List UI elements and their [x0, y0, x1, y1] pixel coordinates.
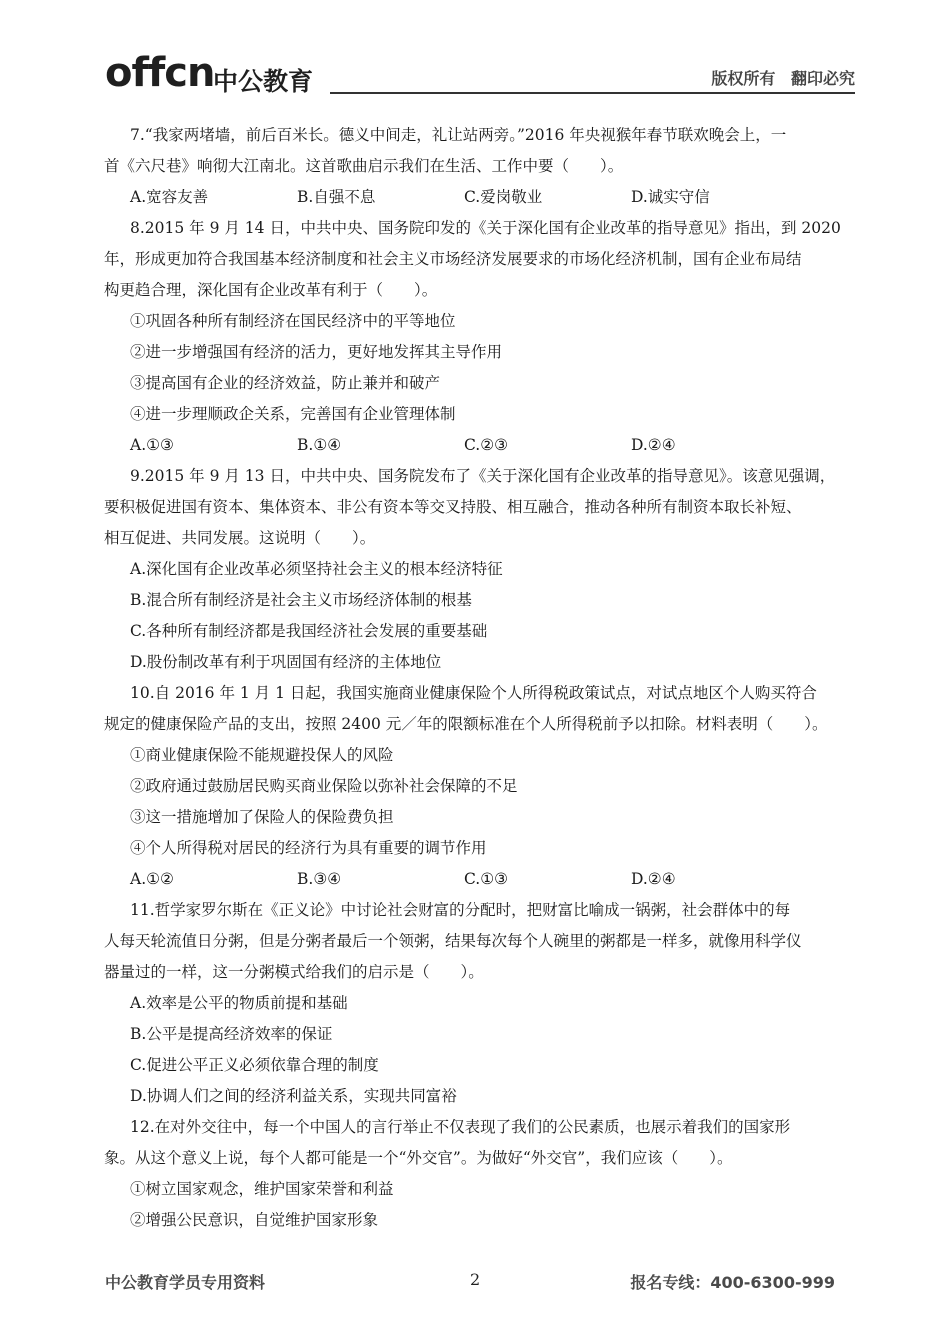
offcn-logo [105, 42, 325, 96]
q8-item: ④进一步理顺政企关系，完善国有企业管理体制 [130, 405, 456, 423]
logo-en: offcn [105, 50, 215, 96]
option: D.②④ [631, 436, 676, 454]
option: A.①③ [130, 436, 174, 454]
option: D.②④ [631, 870, 676, 888]
option: C.②③ [464, 436, 509, 454]
q9-option: C.各种所有制经济都是我国经济社会发展的重要基础 [130, 622, 488, 640]
q8-item: ①巩固各种所有制经济在国民经济中的平等地位 [130, 312, 456, 330]
q9-option: B.混合所有制经济是社会主义市场经济体制的根基 [130, 591, 472, 609]
q8-item: ②进一步增强国有经济的活力，更好地发挥其主导作用 [130, 343, 503, 361]
q8-stem-line-1: 8.2015 年 9 月 14 日，中共中央、国务院印发的《关于深化国有企业改革的指导意见》指出，到 2020 [130, 219, 841, 237]
q10-item: ③这一措施增加了保险人的保险费负担 [130, 808, 394, 826]
q11-stem-line-2: 人每天轮流值日分粥，但是分粥者最后一个领粥，结果每次每个人碗里的粥都是一样多，就像用科学仪 [104, 932, 802, 950]
q8-stem-line-3: 构更趋合理，深化国有企业改革有利于（ ）。 [104, 281, 438, 299]
q9-stem-line-2: 要积极促进国有资本、集体资本、非公有资本等交叉持股、相互融合，推动各种所有制资本取长补短、 [104, 498, 802, 516]
q12-stem-line-2: 象。从这个意义上说，每个人都可能是一个“外交官”。为做好“外交官”，我们应该（ ）。 [104, 1149, 733, 1167]
page-footer [105, 1270, 850, 1294]
option: B.③④ [297, 870, 342, 888]
q10-stem-line-1: 10.自 2016 年 1 月 1 日起，我国实施商业健康保险个人所得税政策试点，对试点地区个人购买符合 [130, 684, 817, 702]
q9-option: A.深化国有企业改革必须坚持社会主义的根本经济特征 [130, 560, 503, 578]
option: B.自强不息 [297, 188, 376, 206]
page-number: 2 [470, 1270, 481, 1289]
q7-stem-line-2: 首《六尺巷》响彻大江南北。这首歌曲启示我们在生活、工作中要（ ）。 [104, 157, 624, 175]
q11-option: A.效率是公平的物质前提和基础 [130, 994, 348, 1012]
copyright-notice: 版权所有 翻印必究 [711, 69, 855, 88]
q8-stem-line-2: 年，形成更加符合我国基本经济制度和社会主义市场经济发展要求的市场化经济机制，国有企业布局结 [104, 250, 802, 268]
option: D.诚实守信 [631, 188, 710, 206]
q10-stem-line-2: 规定的健康保险产品的支出，按照 2400 元／年的限额标准在个人所得税前予以扣除。材料表明（ ）。 [104, 715, 828, 733]
header-rule [330, 92, 855, 94]
q8-options [130, 430, 852, 461]
q11-option: B.公平是提高经济效率的保证 [130, 1025, 333, 1043]
hotline: 报名专线：400-6300-999 [630, 1273, 835, 1292]
q10-options [130, 864, 852, 895]
option: C.①③ [464, 870, 509, 888]
q11-option: D.协调人们之间的经济利益关系，实现共同富裕 [130, 1087, 457, 1105]
q12-item: ①树立国家观念，维护国家荣誉和利益 [130, 1180, 394, 1198]
q9-stem-line-1: 9.2015 年 9 月 13 日，中共中央、国务院发布了《关于深化国有企业改革的指导意见》。该意见强调， [130, 467, 836, 485]
q7-stem-line-1: 7.“我家两堵墙，前后百米长。德义中间走，礼让站两旁。”2016 年央视猴年春节联欢晚会上，一 [130, 126, 787, 144]
option: C.爱岗敬业 [464, 188, 543, 206]
page-header [105, 40, 855, 100]
option: A.宽容友善 [130, 188, 209, 206]
q10-item: ②政府通过鼓励居民购买商业保险以弥补社会保障的不足 [130, 777, 518, 795]
logo-cn: 中公教育 [213, 67, 314, 96]
option: A.①② [130, 870, 174, 888]
question-list [104, 120, 852, 1236]
q8-item: ③提高国有企业的经济效益，防止兼并和破产 [130, 374, 441, 392]
q7-options [130, 182, 852, 213]
q12-item: ②增强公民意识，自觉维护国家形象 [130, 1211, 379, 1229]
q11-stem-line-3: 器量过的一样，这一分粥模式给我们的启示是（ ）。 [104, 963, 484, 981]
q10-item: ④个人所得税对居民的经济行为具有重要的调节作用 [130, 839, 487, 857]
option: B.①④ [297, 436, 342, 454]
q9-option: D.股份制改革有利于巩固国有经济的主体地位 [130, 653, 442, 671]
q11-option: C.促进公平正义必须依靠合理的制度 [130, 1056, 379, 1074]
q11-stem-line-1: 11.哲学家罗尔斯在《正义论》中讨论社会财富的分配时，把财富比喻成一锅粥，社会群体中的每 [130, 901, 791, 919]
q10-item: ①商业健康保险不能规避投保人的风险 [130, 746, 394, 764]
q9-stem-line-3: 相互促进、共同发展。这说明（ ）。 [104, 529, 376, 547]
q12-stem-line-1: 12.在对外交往中，每一个中国人的言行举止不仅表现了我们的公民素质，也展示着我们的国家形 [130, 1118, 791, 1136]
footer-label: 中公教育学员专用资料 [105, 1273, 266, 1292]
